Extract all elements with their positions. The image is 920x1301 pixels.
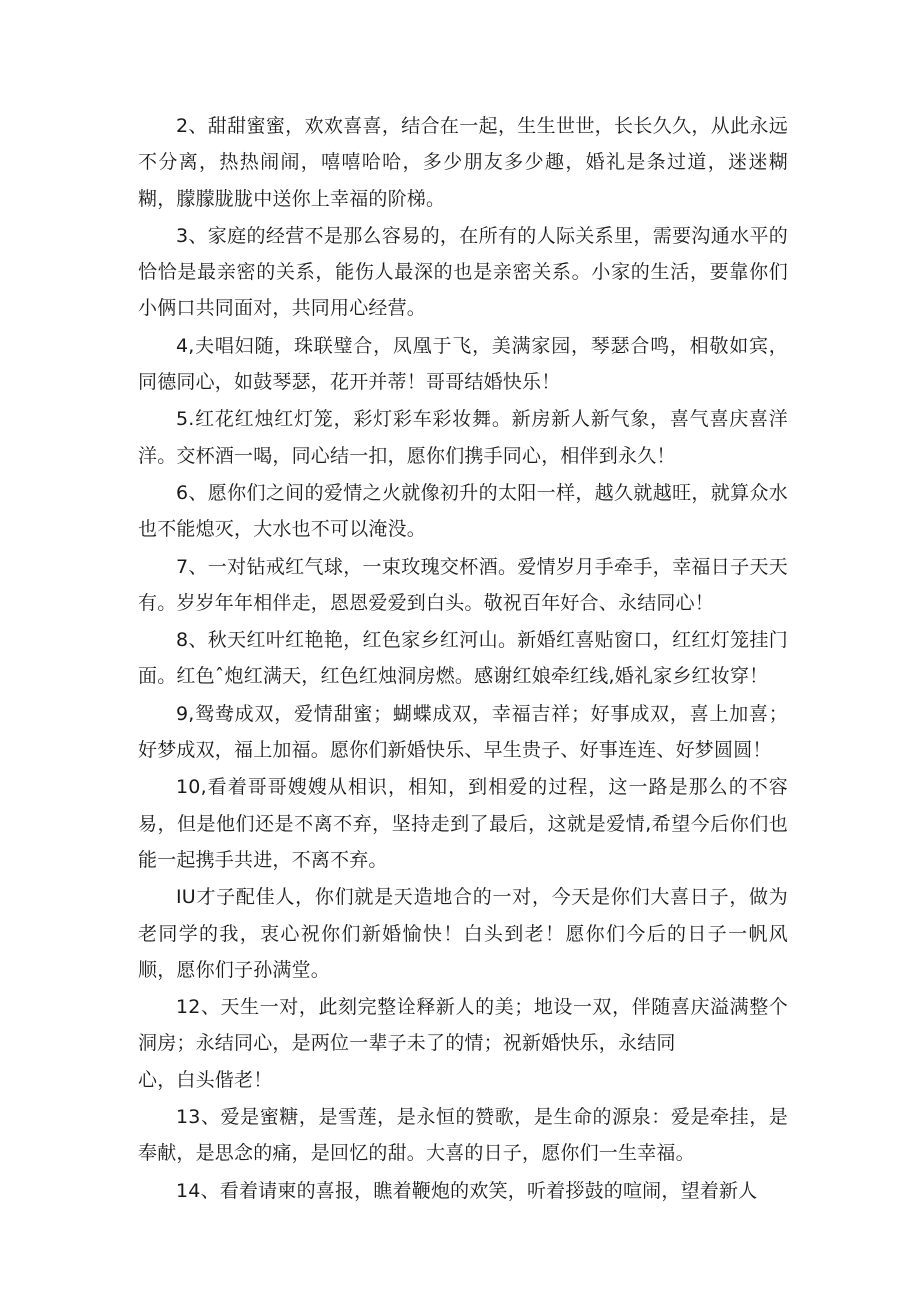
paragraph-10: 10,看着哥哥嫂嫂从相识，相知，到相爱的过程，这一路是那么的不容易，但是他们还是不离不弃，坚持走到了最后，这就是爱情,希望今后你们也能一起携手共进，不离不弃。 — [138, 776, 788, 871]
paragraph-8: 8、秋天红叶红艳艳，红色家乡红河山。新婚红喜贴窗口，红红灯笼挂门面。红色ˆ炮红满天，红色红烛洞房燃。感谢红娘牵红线,婚礼家乡红妆穿！ — [138, 629, 788, 688]
paragraph-3: 3、家庭的经营不是那么容易的，在所有的人际关系里，需要沟通水平的恰恰是最亲密的关系，能伤人最深的也是亲密关系。小家的生活，要靠你们小俩口共同面对，共同用心经营。 — [138, 224, 788, 320]
paragraph-13: 13、爱是蜜糖，是雪莲，是永恒的赞歌，是生命的源泉：爱是牵挂，是奉献，是思念的痛，是回忆的甜。大喜的日子，愿你们一生幸福。 — [138, 1106, 788, 1165]
paragraph-2: 2、甜甜蜜蜜，欢欢喜喜，结合在一起，生生世世，长长久久，从此永远不分离，热热闹闹，嘻嘻哈哈，多少朋友多少趣，婚礼是条过道，迷迷糊糊，朦朦胧胧中送你上幸福的阶梯。 — [138, 115, 788, 210]
paragraph-14: 14、看着请柬的喜报，瞧着鞭炮的欢笑，听着拶鼓的喧闹，望着新人 — [176, 1179, 758, 1202]
paragraph-12-line-2: 心，白头偕老！ — [138, 1068, 273, 1091]
paragraph-5: 5.红花红烛红灯笼，彩灯彩车彩妆舞。新房新人新气象，喜气喜庆喜洋洋。交杯酒一喝，同心结一扣，愿你们携手同心，相伴到永久！ — [138, 408, 788, 467]
paragraph-12-line-1: 12、天生一对，此刻完整诠释新人的美；地设一双，伴随喜庆溢满整个洞房；永结同心，是两位一辈子未了的情；祝新婚快乐，永结同 — [138, 996, 788, 1055]
paragraph-11: IU才子配佳人，你们就是天造地合的一对，今天是你们大喜日子，做为老同学的我，衷心祝你们新婚愉快！白头到老！愿你们今后的日子一帆风顺，愿你们子孙满堂。 — [138, 886, 788, 981]
paragraph-6: 6、愿你们之间的爱情之火就像初升的太阳一样，越久就越旺，就算众水也不能熄灭，大水也不可以淹没。 — [138, 481, 788, 541]
paragraph-9: 9,鸳鸯成双，爱情甜蜜；蝴蝶成双，幸福吉祥；好事成双，喜上加喜；好梦成双，福上加福。愿你们新婚快乐、早生贵子、好事连连、好梦圆圆！ — [138, 702, 788, 762]
paragraph-4: 4,夫唱妇随，珠联璧合，凤凰于飞，美满家园，琴瑟合鸣，相敬如宾，同德同心，如鼓琴瑟，花开并蒂！哥哥结婚快乐！ — [138, 334, 788, 394]
paragraph-12 — [138, 989, 788, 1098]
paragraph-7: 7、一对钻戒红气球，一束玫瑰交杯酒。爱情岁月手牵手，幸福日子天天有。岁岁年年相伴走，恩恩爱爱到白头。敬祝百年好合、永结同心！ — [138, 555, 788, 614]
document-body — [138, 108, 788, 1209]
